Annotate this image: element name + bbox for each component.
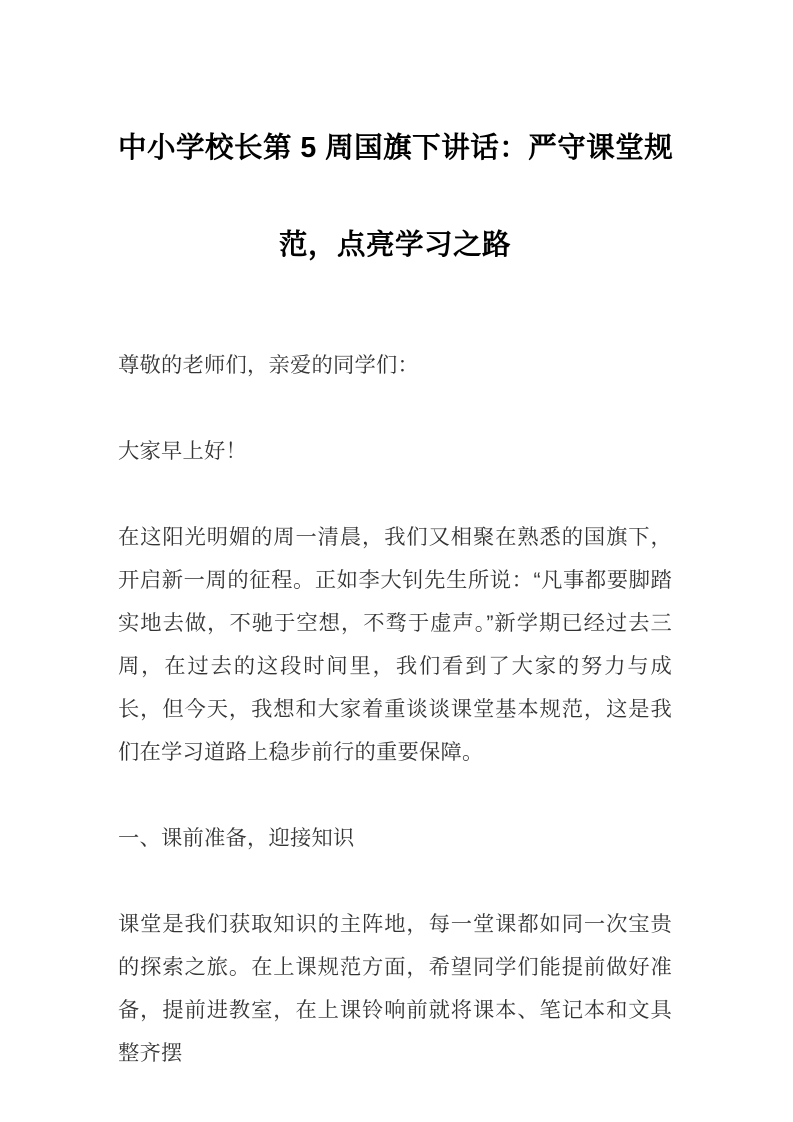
paragraph-intro: 在这阳光明媚的周一清晨，我们又相聚在熟悉的国旗下，开启新一周的征程。正如李大钊先生所说：“凡事都要脚踏实地去做，不驰于空想，不骛于虚声。”新学期已经过去三周，在过去的这段时间里，我们看到了大家的努力与成长，但今天，我想和大家着重谈谈课堂基本规范，这是我们在学习道路上稳步前行的重要保障。 (118, 525, 672, 764)
section-heading-1: 一、课前准备，迎接知识 (118, 826, 355, 850)
document-title (118, 100, 672, 294)
paragraph-salutation: 尊敬的老师们，亲爱的同学们： (118, 353, 419, 377)
document-title-line-1: 中小学校长第 5 周国旗下讲话：严守课堂规 (118, 132, 674, 164)
paragraph-section1-body: 课堂是我们获取知识的主阵地，每一堂课都如同一次宝贵的探索之旅。在上课规范方面，希望同学们能提前做好准备，提前进教室，在上课铃响前就将课本、笔记本和文具整齐摆 (118, 912, 672, 1065)
document-title-line-2: 范，点亮学习之路 (278, 229, 511, 261)
paragraph-greeting: 大家早上好！ (118, 439, 247, 463)
